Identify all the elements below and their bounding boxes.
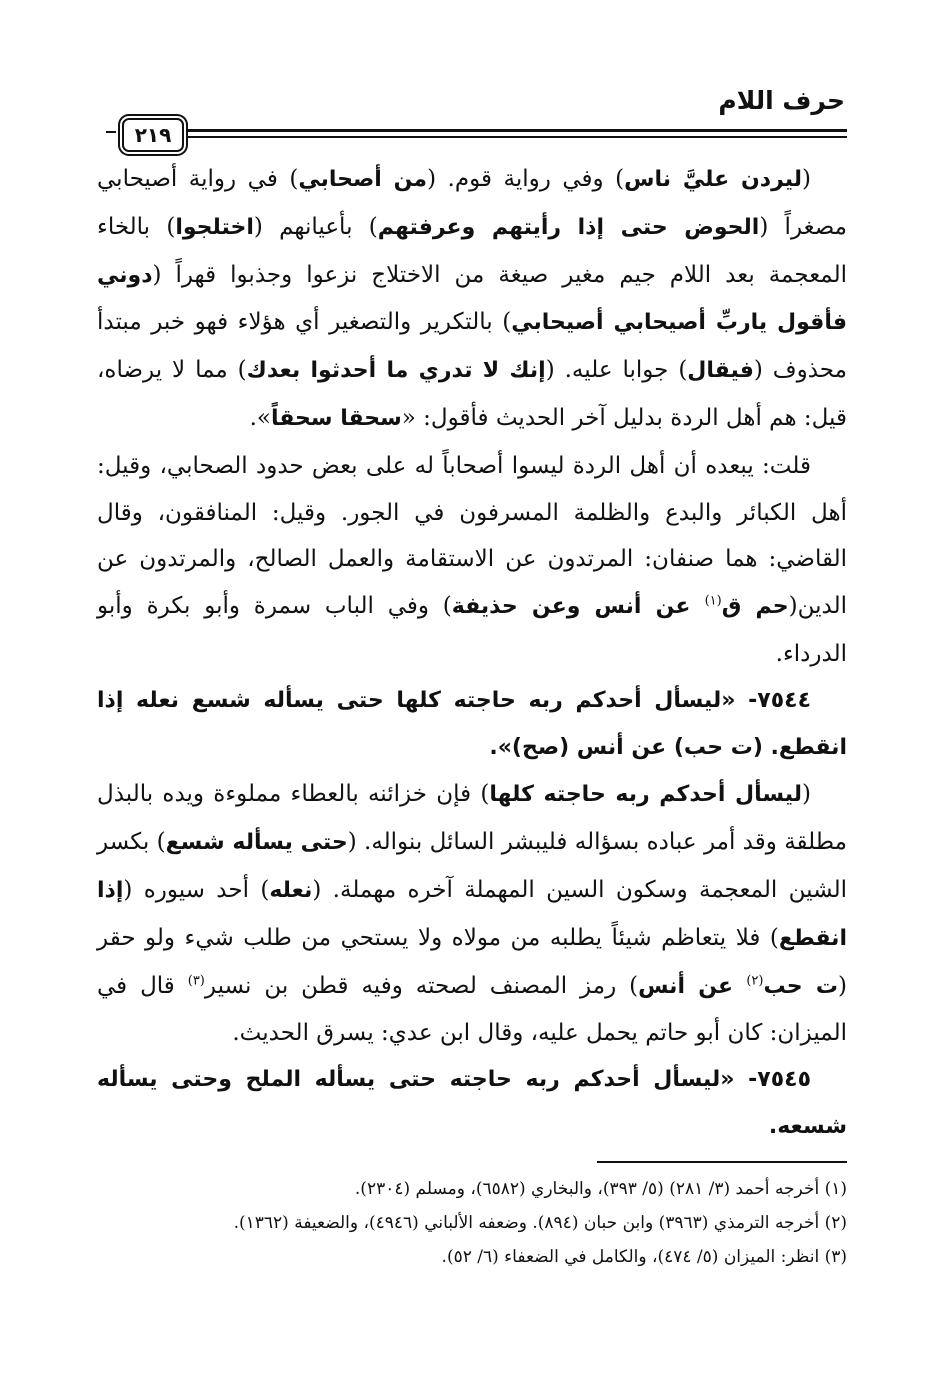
bold-span: سحقا سحقاً	[270, 405, 402, 431]
hadith-entry: ٧٥٤٤- «ليسأل أحدكم ربه حاجته كلها حتى يسأله شسع نعله إذا انقطع. (ت حب) عن أنس (صح)».	[97, 687, 847, 760]
footnotes	[97, 1172, 847, 1274]
header-rule	[112, 116, 847, 152]
footnote-rule	[597, 1161, 847, 1163]
hadith-entry: ٧٥٤٥- «ليسأل أحدكم ربه حاجته حتى يسأله الملح وحتى يسأله شسعه.	[97, 1067, 847, 1139]
text-span: (	[802, 781, 811, 808]
header-rule-line	[184, 129, 847, 132]
bold-span: فيقال	[687, 358, 754, 384]
paragraph	[97, 156, 847, 443]
paragraph	[97, 443, 847, 678]
page-number-tick	[106, 131, 116, 133]
text-span: ) فإن خزائنه بالعطاء مملوءة ويده بالبذل مطلقة وقد أمر عباده بسؤاله فليبشر السائل بنواله. (	[97, 781, 847, 856]
bold-span: حتى يسأله شسع	[165, 830, 348, 856]
text-span: قال في الميزان: كان أبو حاتم يحمل عليه، وقال ابن عدي: يسرق الحديث.	[97, 972, 847, 1047]
page-number: ٢١٩	[122, 118, 184, 152]
paragraph	[97, 771, 847, 1057]
bold-span: ت حب	[763, 973, 839, 999]
main-text	[97, 156, 847, 1151]
bold-span: إنك لا تدري ما أحدثوا بعدك	[246, 358, 546, 384]
footnote: (١) أخرجه أحمد (٣/ ٢٨١) (٥/ ٣٩٣)، والبخاري (٦٥٨٢)، ومسلم (٢٣٠٤).	[354, 1179, 847, 1199]
text-span: ) مما لا يرضاه، قيل: هم أهل الردة بدليل آخر الحديث فأقول: «	[97, 357, 847, 431]
text-span: ) بكسر الشين المعجمة وسكون السين المهملة آخره مهملة. (	[97, 829, 848, 903]
text-span: ) وفي الباب سمرة وأبو بكرة وأبو الدرداء.	[97, 593, 847, 667]
footnote-ref[interactable]: (٣)	[187, 972, 205, 988]
bold-span: من أصحابي	[298, 167, 428, 192]
bold-span: الحوض حتى إذا رأيتهم وعرفتهم	[377, 214, 760, 240]
text-span: قلت: يبعده أن أهل الردة ليسوا أصحاباً له على بعض حدود الصحابي، وقيل: أهل الكبائر والبدع والظلمة المسرفون في الجور. وقيل: المنافقون، وقال القاضي: هما صنفان: المرتدون عن الاستقامة والعمل الصالح، والمرتدون عن الدين(	[97, 452, 848, 620]
text-span: ».	[249, 404, 271, 431]
bold-span: إذا انقطع	[97, 877, 847, 951]
text-span: ) بأعيانهم (	[253, 213, 378, 240]
running-head: حرف اللام	[718, 86, 845, 115]
bold-span: عن أنس	[638, 973, 747, 999]
text-span: ) جوابا عليه. (	[545, 357, 688, 384]
header-rule-line	[184, 136, 847, 138]
bold-span: عن أنس وعن حذيفة	[451, 594, 705, 620]
text-span: ) وفي رواية قوم. (	[427, 166, 625, 192]
bold-span: حم ق	[721, 594, 789, 620]
footnote-ref[interactable]: (٢)	[746, 972, 764, 988]
bold-span: نعله	[269, 877, 313, 903]
bold-span: ليسأل أحدكم ربه حاجته كلها	[489, 782, 803, 808]
text-span: ) فلا يتعاظم شيئاً يطلبه من مولاه ولا يستحي من طلب شيء ولو حقر (	[97, 924, 847, 999]
bold-span: دوني فأقول ياربِّ أصيحابي أصيحابي	[97, 262, 847, 336]
footnote: (٣) انظر: الميزان (٥/ ٤٧٤)، والكامل في الضعفاء (٦/ ٥٢).	[441, 1247, 847, 1267]
bold-span: اختلجوا	[175, 214, 254, 240]
bold-span: ليردن عليَّ ناس	[624, 167, 803, 192]
text-span: ) بالخاء المعجمة بعد اللام جيم مغير صيغة من الاختلاج نزعوا وجذبوا قهراً (	[97, 213, 847, 288]
text-span: ) رمز المصنف لصحته وفيه قطن بن نسير	[204, 972, 639, 999]
text-span: ) أحد سيوره (	[123, 876, 270, 903]
footnote: (٢) أخرجه الترمذي (٣٩٦٣) وابن حبان (٨٩٤). وضعفه الألباني (٤٩٤٦)، والضعيفة (١٣٦٢).	[233, 1213, 847, 1233]
footnote-ref[interactable]: (١)	[704, 593, 722, 609]
text-span: (	[802, 166, 812, 192]
text-span: ) بالتكرير والتصغير أي هؤلاء فهو خبر مبتدأ محذوف (	[97, 309, 847, 384]
text-span: ) في رواية أصيحابي مصغراً (	[97, 166, 848, 240]
